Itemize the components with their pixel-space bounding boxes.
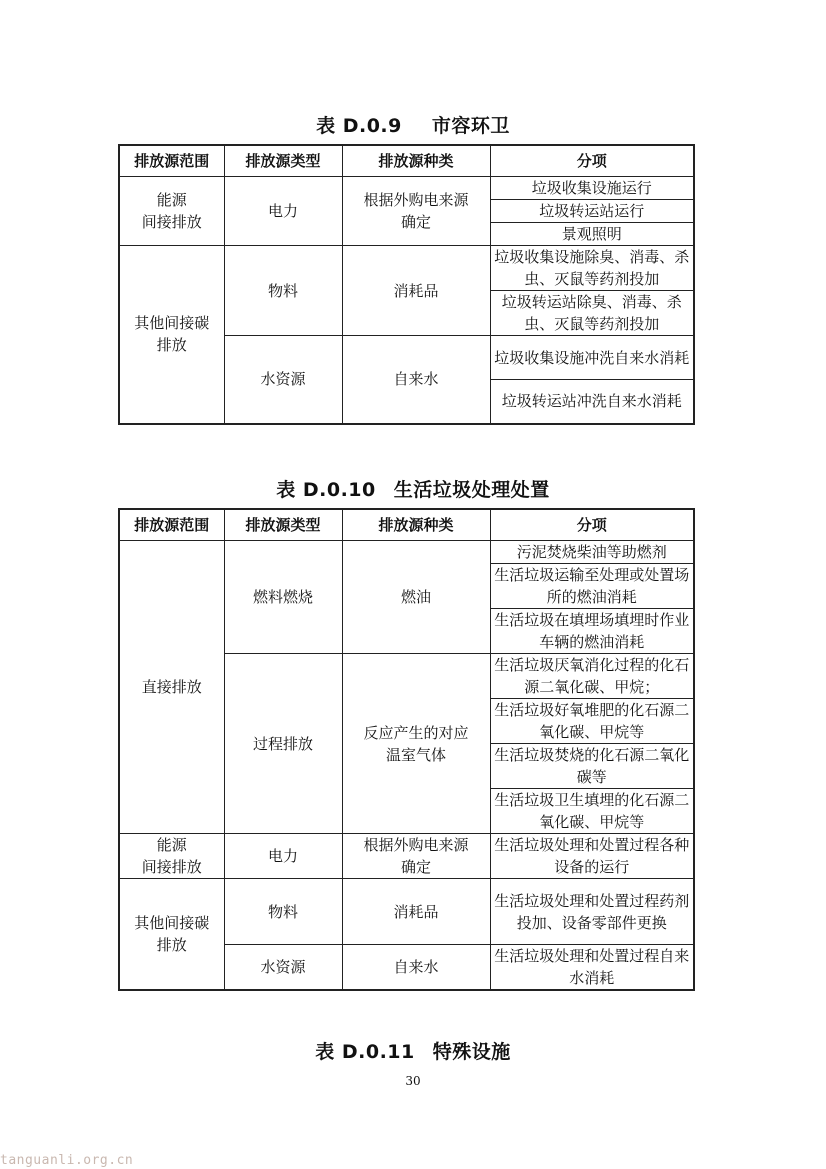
header-scope: 排放源范围 bbox=[119, 145, 224, 177]
header-kind: 排放源种类 bbox=[342, 145, 490, 177]
type-process: 过程排放 bbox=[224, 654, 342, 834]
kind-consumables: 消耗品 bbox=[342, 879, 490, 945]
item-cell: 生活垃圾处理和处置过程自来水消耗 bbox=[490, 945, 694, 991]
scope-energy-indirect: 能源 间接排放 bbox=[119, 834, 224, 879]
item-cell: 垃圾转运站除臭、消毒、杀虫、灭鼠等药剂投加 bbox=[490, 291, 694, 336]
item-cell: 垃圾收集设施除臭、消毒、杀虫、灭鼠等药剂投加 bbox=[490, 246, 694, 291]
scope-other-indirect: 其他间接碳 排放 bbox=[119, 879, 224, 991]
item-cell: 生活垃圾卫生填埋的化石源二氧化碳、甲烷等 bbox=[490, 789, 694, 834]
type-fuel-burn: 燃料燃烧 bbox=[224, 541, 342, 654]
item-cell: 生活垃圾厌氧消化过程的化石源二氧化碳、甲烷； bbox=[490, 654, 694, 699]
scope-direct: 直接排放 bbox=[119, 541, 224, 834]
header-kind: 排放源种类 bbox=[342, 509, 490, 541]
item-cell: 景观照明 bbox=[490, 223, 694, 246]
kind-consumables: 消耗品 bbox=[342, 246, 490, 336]
scope-energy-indirect: 能源 间接排放 bbox=[119, 177, 224, 246]
type-water: 水资源 bbox=[224, 336, 342, 424]
type-materials: 物料 bbox=[224, 246, 342, 336]
watermark: tanguanli.org.cn bbox=[0, 1153, 134, 1168]
kind-purchased-power: 根据外购电来源 确定 bbox=[342, 834, 490, 879]
item-cell: 垃圾收集设施冲洗自来水消耗 bbox=[490, 336, 694, 380]
header-scope: 排放源范围 bbox=[119, 509, 224, 541]
item-cell: 生活垃圾处理和处置过程各种设备的运行 bbox=[490, 834, 694, 879]
item-cell: 生活垃圾焚烧的化石源二氧化碳等 bbox=[490, 744, 694, 789]
item-cell: 污泥焚烧柴油等助燃剂 bbox=[490, 541, 694, 564]
header-item: 分项 bbox=[490, 145, 694, 177]
item-cell: 生活垃圾好氧堆肥的化石源二氧化碳、甲烷等 bbox=[490, 699, 694, 744]
scope-other-indirect: 其他间接碳 排放 bbox=[119, 246, 224, 424]
caption-title: 生活垃圾处理处置 bbox=[393, 479, 550, 501]
type-electricity: 电力 bbox=[224, 834, 342, 879]
table-caption-d09 bbox=[0, 111, 826, 138]
type-water: 水资源 bbox=[224, 945, 342, 991]
table-caption-d010 bbox=[0, 475, 826, 502]
header-item: 分项 bbox=[490, 509, 694, 541]
item-cell: 生活垃圾运输至处理或处置场所的燃油消耗 bbox=[490, 564, 694, 609]
item-cell: 垃圾转运站冲洗自来水消耗 bbox=[490, 380, 694, 424]
caption-number: 表 D.0.11 bbox=[315, 1041, 415, 1063]
item-cell: 生活垃圾处理和处置过程药剂投加、设备零部件更换 bbox=[490, 879, 694, 945]
table-d09 bbox=[118, 144, 695, 425]
item-cell: 垃圾转运站运行 bbox=[490, 200, 694, 223]
header-row bbox=[119, 145, 694, 177]
kind-purchased-power: 根据外购电来源 确定 bbox=[342, 177, 490, 246]
type-materials: 物料 bbox=[224, 879, 342, 945]
kind-fuel-oil: 燃油 bbox=[342, 541, 490, 654]
table-caption-d011 bbox=[0, 1037, 826, 1064]
header-type: 排放源类型 bbox=[224, 509, 342, 541]
kind-tap-water: 自来水 bbox=[342, 336, 490, 424]
type-electricity: 电力 bbox=[224, 177, 342, 246]
page-number: 30 bbox=[405, 1074, 421, 1088]
caption-title: 市容环卫 bbox=[431, 115, 510, 137]
header-type: 排放源类型 bbox=[224, 145, 342, 177]
table-d010 bbox=[118, 508, 695, 991]
kind-tap-water: 自来水 bbox=[342, 945, 490, 991]
header-row bbox=[119, 509, 694, 541]
caption-number: 表 D.0.10 bbox=[276, 479, 376, 501]
caption-number: 表 D.0.9 bbox=[316, 115, 402, 137]
kind-reaction-gas: 反应产生的对应 温室气体 bbox=[342, 654, 490, 834]
item-cell: 生活垃圾在填埋场填埋时作业车辆的燃油消耗 bbox=[490, 609, 694, 654]
item-cell: 垃圾收集设施运行 bbox=[490, 177, 694, 200]
caption-title: 特殊设施 bbox=[432, 1041, 511, 1063]
